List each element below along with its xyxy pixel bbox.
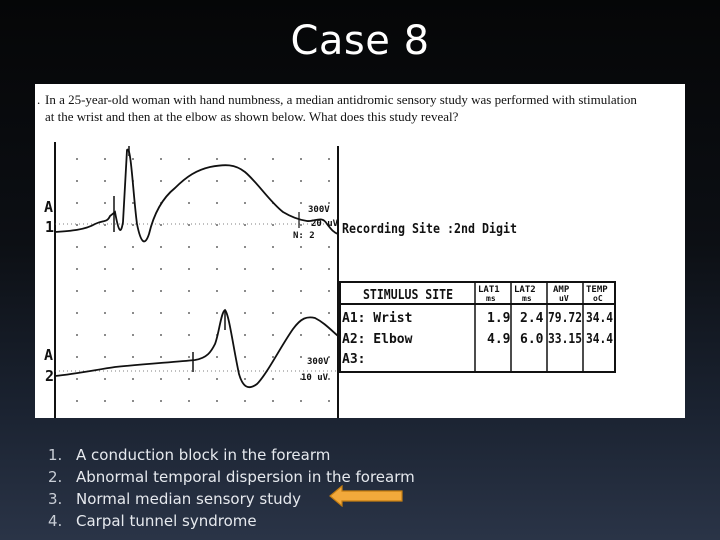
table-header-lat1-unit: ms xyxy=(486,294,496,303)
grid-dot xyxy=(216,246,218,248)
trace1-scale-uv: 20 uV xyxy=(311,219,339,229)
grid-dot xyxy=(104,312,106,314)
grid-dot xyxy=(244,312,246,314)
grid-dot xyxy=(300,202,302,204)
table-row-site: A1: Wrist xyxy=(342,311,413,326)
grid-dot xyxy=(76,378,78,380)
answer-text: Carpal tunnel syndrome xyxy=(76,512,257,530)
grid-dot xyxy=(132,246,134,248)
grid-dot xyxy=(104,224,106,226)
grid-dot xyxy=(272,334,274,336)
answer-text: Normal median sensory study xyxy=(76,490,301,508)
grid-dot xyxy=(272,400,274,402)
grid-dot xyxy=(188,378,190,380)
grid-dot xyxy=(272,356,274,358)
grid-dot xyxy=(160,378,162,380)
grid-dot xyxy=(132,268,134,270)
grid-dot xyxy=(76,268,78,270)
table-header-temp-unit: oC xyxy=(593,294,603,303)
grid-dot xyxy=(104,202,106,204)
table-header-lat2-unit: ms xyxy=(522,294,532,303)
grid-dot xyxy=(132,334,134,336)
grid-dot xyxy=(132,202,134,204)
trace1-n-label: N: 2 xyxy=(293,231,315,241)
trace2-waveform xyxy=(55,310,338,387)
question-bullet: . xyxy=(37,92,41,107)
answer-number: 1. xyxy=(48,446,63,464)
grid-dot xyxy=(188,268,190,270)
grid-dot xyxy=(132,312,134,314)
grid-dot xyxy=(328,378,330,380)
grid-dot xyxy=(76,400,78,402)
trace1-waveform xyxy=(55,150,338,242)
grid-dot xyxy=(104,246,106,248)
trace1-label-n: 1 xyxy=(45,218,55,236)
grid-dot xyxy=(216,224,218,226)
grid-dot xyxy=(300,224,302,226)
grid-dot xyxy=(216,312,218,314)
trace1-label-a: A xyxy=(44,198,54,216)
grid-dot xyxy=(104,180,106,182)
table-header-temp: TEMP xyxy=(586,285,608,295)
table-header-amp-unit: uV xyxy=(559,294,569,303)
grid-dot xyxy=(328,158,330,160)
trace1-scale-v: 300V xyxy=(308,205,330,215)
grid-dot xyxy=(76,334,78,336)
grid-dot xyxy=(328,400,330,402)
grid-dot xyxy=(300,290,302,292)
grid-dot xyxy=(188,224,190,226)
grid-dot xyxy=(328,202,330,204)
table-cell-amp: 79.72 xyxy=(548,311,582,326)
grid-dot xyxy=(244,268,246,270)
trace2-label-n: 2 xyxy=(45,367,55,385)
grid-dot xyxy=(244,246,246,248)
grid-dot xyxy=(188,400,190,402)
grid-dot xyxy=(328,312,330,314)
recording-site: Recording Site :2nd Digit xyxy=(342,222,517,237)
grid-dot xyxy=(104,158,106,160)
grid-dot xyxy=(216,290,218,292)
grid-dot xyxy=(244,400,246,402)
grid-dot xyxy=(272,180,274,182)
grid-dot xyxy=(76,224,78,226)
grid-dot xyxy=(272,246,274,248)
table-header-lat2: LAT2 xyxy=(514,285,536,295)
dot-grid xyxy=(76,158,330,402)
grid-dot xyxy=(244,158,246,160)
grid-dot xyxy=(160,246,162,248)
grid-dot xyxy=(300,158,302,160)
grid-dot xyxy=(244,202,246,204)
grid-dot xyxy=(188,356,190,358)
table-cell-lat2: 2.4 xyxy=(520,311,544,326)
answer-number: 2. xyxy=(48,468,63,486)
table-row-site: A2: Elbow xyxy=(342,332,413,347)
grid-dot xyxy=(328,268,330,270)
grid-dot xyxy=(300,356,302,358)
grid-dot xyxy=(76,158,78,160)
grid-dot xyxy=(216,202,218,204)
table-header-lat1: LAT1 xyxy=(478,285,500,295)
grid-dot xyxy=(244,378,246,380)
grid-dot xyxy=(76,290,78,292)
grid-dot xyxy=(160,268,162,270)
grid-dot xyxy=(160,180,162,182)
grid-dot xyxy=(216,180,218,182)
grid-dot xyxy=(272,290,274,292)
table-cell-amp: 33.15 xyxy=(548,332,582,347)
grid-dot xyxy=(76,312,78,314)
grid-dot xyxy=(328,290,330,292)
answer-text: A conduction block in the forearm xyxy=(76,446,331,464)
grid-dot xyxy=(272,224,274,226)
grid-dot xyxy=(272,378,274,380)
grid-dot xyxy=(328,334,330,336)
grid-dot xyxy=(132,224,134,226)
grid-dot xyxy=(328,180,330,182)
grid-dot xyxy=(160,400,162,402)
results-table xyxy=(340,282,615,372)
table-cell-lat1: 4.9 xyxy=(487,332,511,347)
answer-number: 3. xyxy=(48,490,63,508)
grid-dot xyxy=(160,158,162,160)
grid-dot xyxy=(188,246,190,248)
grid-dot xyxy=(104,334,106,336)
answer-option[interactable] xyxy=(48,510,415,532)
table-cell-lat2: 6.0 xyxy=(520,332,544,347)
grid-dot xyxy=(188,290,190,292)
grid-dot xyxy=(160,224,162,226)
grid-dot xyxy=(188,158,190,160)
ncs-traces xyxy=(35,84,685,418)
grid-dot xyxy=(104,378,106,380)
grid-dot xyxy=(216,378,218,380)
answer-option[interactable] xyxy=(48,444,415,466)
grid-dot xyxy=(300,246,302,248)
right-pointing-arrow-icon xyxy=(328,485,404,507)
grid-dot xyxy=(132,400,134,402)
answer-number: 4. xyxy=(48,512,63,530)
study-figure xyxy=(35,84,685,418)
grid-dot xyxy=(300,268,302,270)
grid-dot xyxy=(104,268,106,270)
grid-dot xyxy=(188,312,190,314)
question-body: In a 25-year-old woman with hand numbness, a median antidromic sensory study was performed with stimulation at the wrist and then at the elbow as shown below. What does this study reveal? xyxy=(45,92,637,124)
grid-dot xyxy=(216,356,218,358)
grid-dot xyxy=(272,158,274,160)
grid-dot xyxy=(76,202,78,204)
grid-dot xyxy=(244,290,246,292)
grid-dot xyxy=(244,224,246,226)
trace2-label-a: A xyxy=(44,346,54,364)
grid-dot xyxy=(244,356,246,358)
grid-dot xyxy=(244,180,246,182)
grid-dot xyxy=(300,180,302,182)
grid-dot xyxy=(132,290,134,292)
grid-dot xyxy=(160,334,162,336)
grid-dot xyxy=(104,400,106,402)
grid-dot xyxy=(244,334,246,336)
grid-dot xyxy=(188,180,190,182)
table-cell-temp: 34.4 xyxy=(586,332,614,347)
grid-dot xyxy=(132,356,134,358)
grid-dot xyxy=(160,356,162,358)
table-row-site: A3: xyxy=(342,352,366,367)
answer-text: Abnormal temporal dispersion in the forearm xyxy=(76,468,415,486)
trace2-scale-uv: 10 uV xyxy=(301,373,329,383)
grid-dot xyxy=(300,312,302,314)
grid-dot xyxy=(76,246,78,248)
table-cell-temp: 34.4 xyxy=(586,311,614,326)
grid-dot xyxy=(160,290,162,292)
grid-dot xyxy=(300,400,302,402)
table-header-site: STIMULUS SITE xyxy=(363,288,453,303)
grid-dot xyxy=(132,158,134,160)
grid-dot xyxy=(300,334,302,336)
grid-dot xyxy=(188,334,190,336)
grid-dot xyxy=(76,356,78,358)
grid-dot xyxy=(216,268,218,270)
grid-dot xyxy=(132,378,134,380)
grid-dot xyxy=(188,202,190,204)
trace2-scale-v: 300V xyxy=(307,357,329,367)
grid-dot xyxy=(76,180,78,182)
grid-dot xyxy=(104,356,106,358)
slide-title: Case 8 xyxy=(290,18,430,64)
grid-dot xyxy=(272,312,274,314)
grid-dot xyxy=(216,400,218,402)
grid-dot xyxy=(272,268,274,270)
grid-dot xyxy=(104,290,106,292)
table-header-amp: AMP xyxy=(553,285,570,295)
table-cell-lat1: 1.9 xyxy=(487,311,511,326)
grid-dot xyxy=(328,246,330,248)
grid-dot xyxy=(160,312,162,314)
grid-dot xyxy=(216,158,218,160)
